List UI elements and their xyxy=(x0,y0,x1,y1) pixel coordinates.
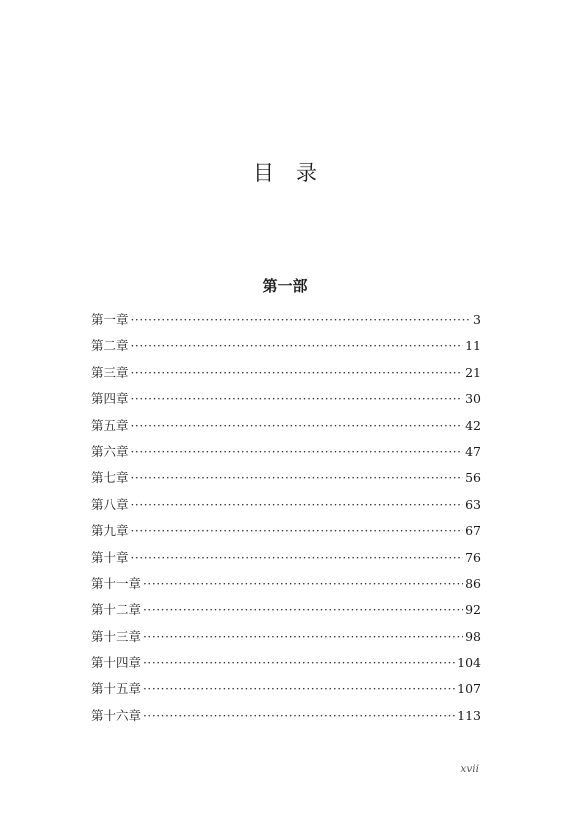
toc-page-number: 3 xyxy=(473,312,481,327)
toc-chapter-label: 第三章 xyxy=(91,364,129,380)
toc-title: 目录 xyxy=(253,161,339,185)
toc-entry-chapter-11[interactable] xyxy=(91,574,481,600)
toc-page-number: 21 xyxy=(465,364,481,380)
toc-chapter-label: 第十四章 xyxy=(91,655,142,671)
toc-page-number: 30 xyxy=(465,391,481,407)
toc-entry-chapter-5[interactable] xyxy=(91,416,481,442)
toc-page-number: 63 xyxy=(465,496,481,512)
toc-chapter-label: 第十六章 xyxy=(91,707,142,723)
toc-chapter-label: 第十三章 xyxy=(91,628,142,644)
toc-page-number: 104 xyxy=(457,655,481,671)
toc-chapter-label: 第六章 xyxy=(91,443,129,459)
toc-entry-chapter-10[interactable] xyxy=(91,548,481,574)
toc-page-number: 92 xyxy=(465,602,481,618)
toc-chapter-label: 第七章 xyxy=(91,470,129,486)
toc-entry-chapter-9[interactable] xyxy=(91,521,481,547)
dot-leader xyxy=(131,548,464,568)
toc-page-number: 76 xyxy=(465,549,481,565)
toc-chapter-label: 第十二章 xyxy=(91,602,142,618)
toc-chapter-label: 第一章 xyxy=(91,312,129,327)
toc-entry-chapter-15[interactable] xyxy=(91,679,481,705)
toc-page-number: 113 xyxy=(457,707,481,723)
toc-entry-chapter-7[interactable] xyxy=(91,468,481,494)
dot-leader xyxy=(143,627,463,647)
toc-entry-chapter-6[interactable] xyxy=(91,442,481,468)
toc-entry-chapter-4[interactable] xyxy=(91,389,481,415)
toc-page-number: 86 xyxy=(465,575,481,591)
toc-entry-chapter-8[interactable] xyxy=(91,495,481,521)
toc-entry-chapter-1[interactable] xyxy=(91,310,481,336)
toc-entry-chapter-13[interactable] xyxy=(91,627,481,653)
dot-leader xyxy=(131,521,464,541)
toc-entry-chapter-16[interactable] xyxy=(91,706,481,732)
toc-chapter-label: 第二章 xyxy=(91,338,129,354)
toc-page-number: 47 xyxy=(465,443,481,459)
toc-entry-chapter-12[interactable] xyxy=(91,600,481,626)
toc-page-number: 98 xyxy=(465,628,481,644)
toc-chapter-label: 第十五章 xyxy=(91,681,142,697)
dot-leader xyxy=(131,442,464,462)
toc-entry-chapter-3[interactable] xyxy=(91,363,481,389)
toc-chapter-label: 第八章 xyxy=(91,496,129,512)
dot-leader xyxy=(131,468,464,488)
toc-chapter-label: 第五章 xyxy=(91,417,129,433)
toc-chapter-label: 第十章 xyxy=(91,549,129,565)
dot-leader xyxy=(131,389,464,409)
toc-entry-chapter-14[interactable] xyxy=(91,653,481,679)
toc-page-number: 67 xyxy=(465,523,481,539)
table-of-contents xyxy=(91,310,481,732)
dot-leader xyxy=(143,600,463,620)
dot-leader xyxy=(143,679,455,699)
dot-leader xyxy=(131,416,464,436)
toc-chapter-label: 第十一章 xyxy=(91,575,142,591)
toc-page-number: 107 xyxy=(457,681,481,697)
toc-chapter-label: 第九章 xyxy=(91,523,129,539)
dot-leader xyxy=(143,574,463,594)
part-heading: 第一部 xyxy=(262,277,308,295)
dot-leader xyxy=(131,310,472,330)
toc-page-number: 11 xyxy=(465,338,481,354)
toc-chapter-label: 第四章 xyxy=(91,391,129,407)
toc-page-number: 42 xyxy=(465,417,481,433)
dot-leader xyxy=(131,336,464,356)
dot-leader xyxy=(143,706,455,726)
toc-page-number: 56 xyxy=(465,470,481,486)
page-folio: xvii xyxy=(460,763,479,775)
dot-leader xyxy=(143,653,455,673)
toc-entry-chapter-2[interactable] xyxy=(91,336,481,362)
dot-leader xyxy=(131,495,464,515)
dot-leader xyxy=(131,363,464,383)
